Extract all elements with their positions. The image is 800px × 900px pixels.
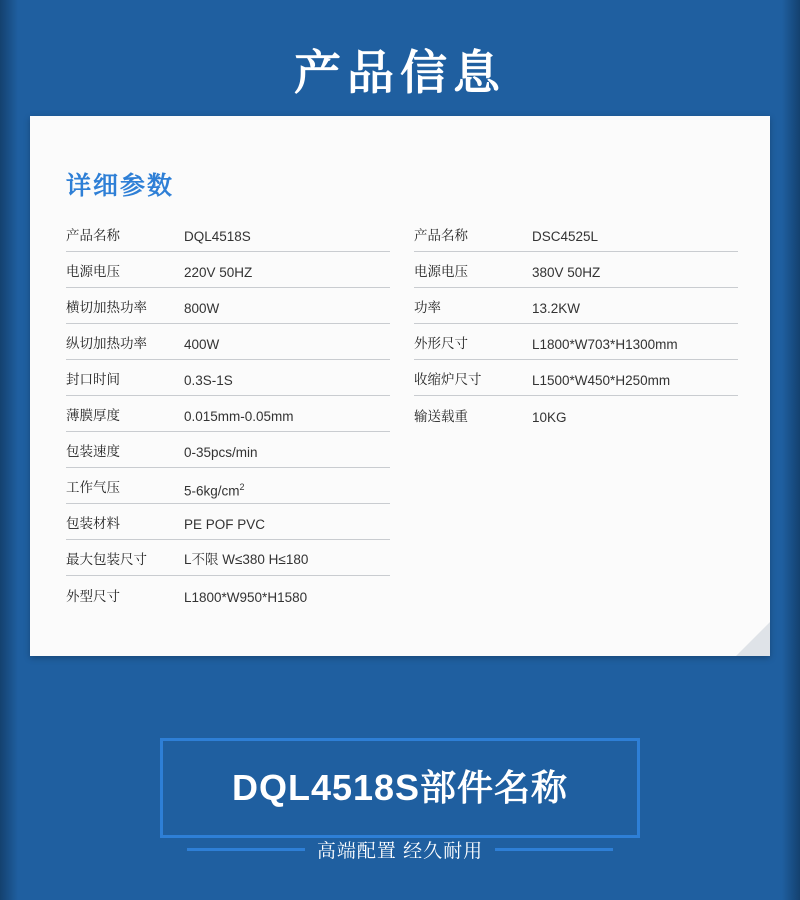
spec-label: 电源电压 <box>414 264 468 279</box>
spec-label: 功率 <box>414 300 441 315</box>
spec-label: 纵切加热功率 <box>66 336 147 351</box>
table-row <box>414 252 738 288</box>
spec-value: L不限 W≤380 H≤180 <box>184 552 309 567</box>
spec-label: 外型尺寸 <box>66 589 120 604</box>
table-row <box>66 324 390 360</box>
spec-value: 0.015mm-0.05mm <box>184 409 294 424</box>
table-row <box>414 324 738 360</box>
table-row <box>414 360 738 396</box>
spec-value: 10KG <box>532 410 567 425</box>
table-row <box>414 396 738 432</box>
footer-banner-subtitle: 高端配置 经久耐用 <box>316 841 484 862</box>
spec-value: 800W <box>184 301 220 316</box>
section-title: 详细参数 <box>66 172 175 200</box>
spec-value: DSC4525L <box>532 229 599 244</box>
table-row <box>414 288 738 324</box>
spec-label: 薄膜厚度 <box>66 408 120 423</box>
rule-left-decoration <box>187 848 305 851</box>
spec-value: L1500*W450*H250mm <box>532 373 671 388</box>
table-row <box>66 252 390 288</box>
spec-label: 工作气压 <box>66 480 120 495</box>
spec-label: 外形尺寸 <box>414 336 468 351</box>
rule-right-decoration <box>495 848 613 851</box>
footer-banner-subtitle-wrap <box>0 836 800 863</box>
table-row <box>414 216 738 252</box>
spec-value <box>184 482 390 504</box>
spec-value: 400W <box>184 337 220 352</box>
spec-label: 电源电压 <box>66 264 120 279</box>
table-row <box>66 540 390 576</box>
table-row <box>66 468 390 504</box>
table-row <box>66 576 390 612</box>
spec-value: DQL4518S <box>184 229 251 244</box>
page-fold-decoration <box>736 622 770 656</box>
spec-value: 380V 50HZ <box>532 265 601 280</box>
spec-label: 封口时间 <box>66 372 120 387</box>
spec-column-right <box>414 216 738 612</box>
footer-banner-title: DQL4518S部件名称 <box>231 767 569 808</box>
table-row <box>66 432 390 468</box>
spec-label: 最大包装尺寸 <box>66 552 147 567</box>
page-title: 产品信息 <box>294 46 506 99</box>
spec-value: 0.3S-1S <box>184 373 233 388</box>
table-row <box>66 396 390 432</box>
table-row <box>66 216 390 252</box>
spec-value: L1800*W950*H1580 <box>184 590 308 605</box>
spec-label: 横切加热功率 <box>66 300 147 315</box>
spec-label: 包装材料 <box>66 516 120 531</box>
spec-value-text: 5-6kg/cm <box>184 483 240 498</box>
table-row <box>66 360 390 396</box>
spec-value: 0-35pcs/min <box>184 445 258 460</box>
spec-label: 产品名称 <box>414 228 468 243</box>
table-row <box>66 504 390 540</box>
spec-value: L1800*W703*H1300mm <box>532 337 678 352</box>
spec-label: 输送载重 <box>414 409 468 424</box>
spec-label: 产品名称 <box>66 228 120 243</box>
spec-table <box>66 216 738 612</box>
spec-card <box>30 116 770 656</box>
spec-label: 收缩炉尺寸 <box>414 372 482 387</box>
table-row <box>66 288 390 324</box>
spec-label: 包装速度 <box>66 444 120 459</box>
spec-value: 13.2KW <box>532 301 581 316</box>
spec-value: 220V 50HZ <box>184 265 253 280</box>
spec-value-exponent: 2 <box>239 481 245 492</box>
spec-column-left <box>66 216 390 612</box>
spec-value: PE POF PVC <box>184 517 266 532</box>
